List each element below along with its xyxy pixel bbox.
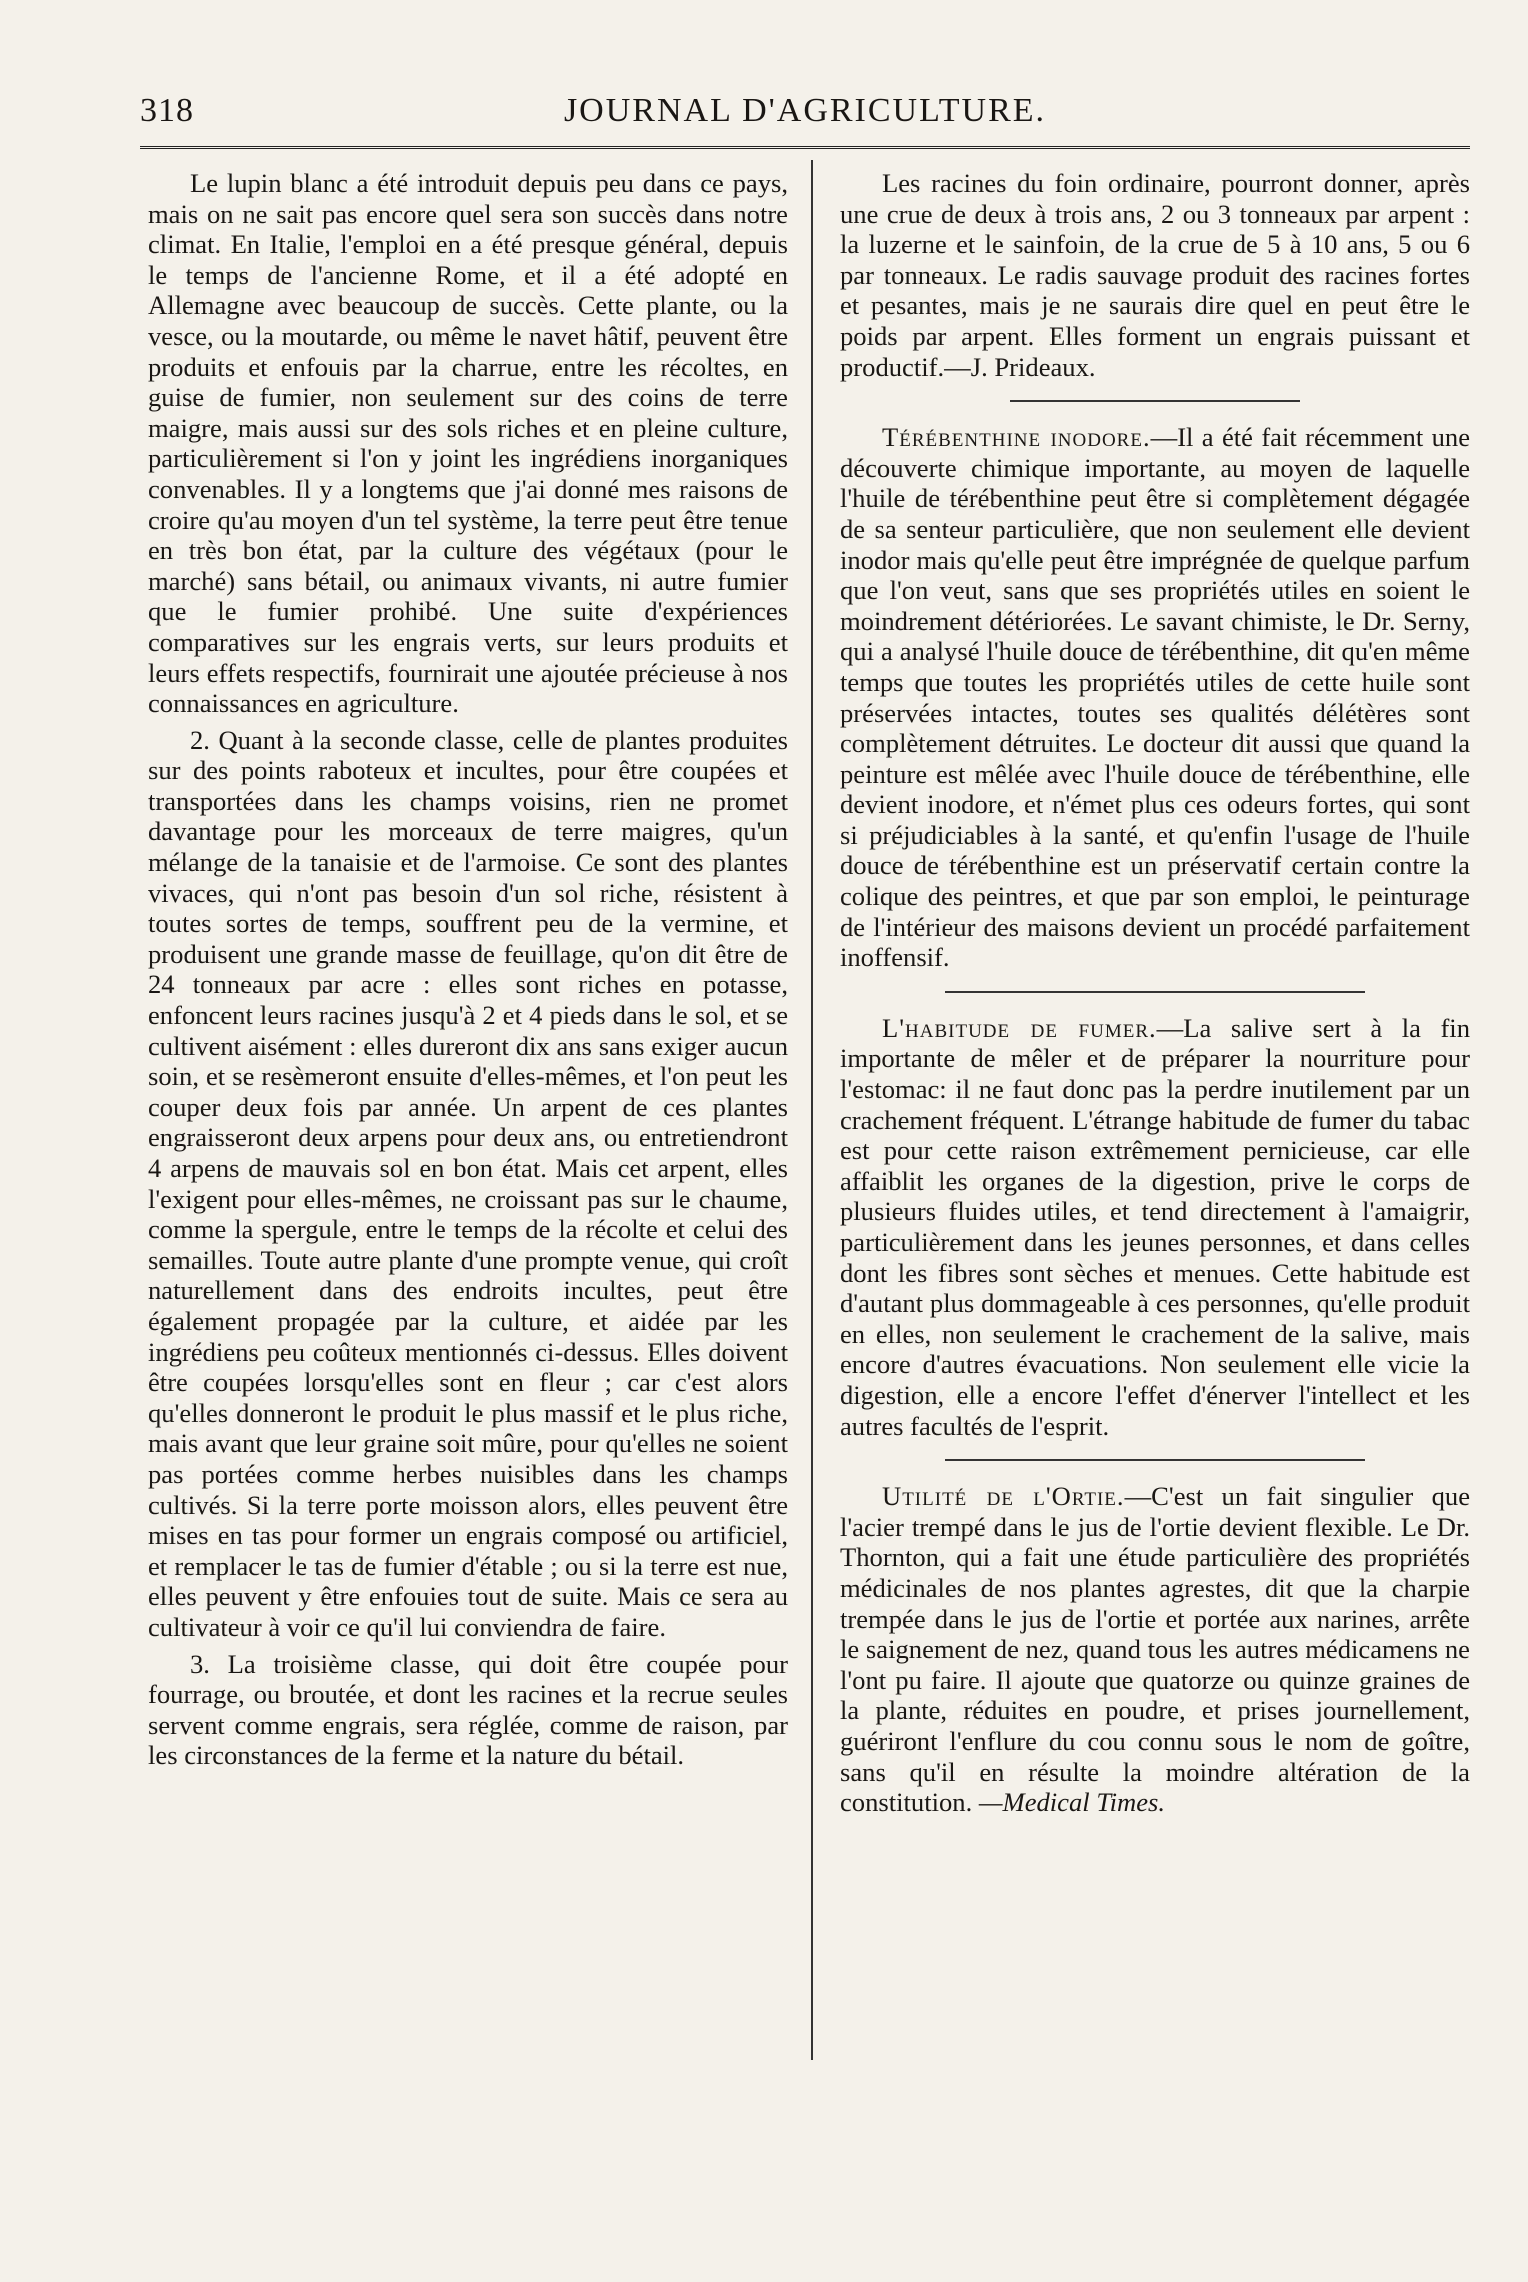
left-column <box>148 168 788 1777</box>
article-smoking <box>840 1013 1470 1441</box>
article-body-nettle: —C'est un fait singulier que l'acier trempé dans le jus de l'ortie devient flexible. Le Dr. Thornton, qui a fait une étude particulière des propriétés médicinales de nos plantes agrestes, dit que la charpie trempée dans le jus de l'ortie et portée aux narines, arrête le saignement de nez, quand tous les autres médicamens ne l'ont pu faire. Il ajoute que quatorze ou quinze graines de la plante, réduites en poudre, et prises journellement, guériront l'enflure du cou connu sous le nom de goître, sans qu'il en résulte la moindre altération de la constitution. <box>840 1481 1470 1818</box>
section-separator <box>1010 400 1300 402</box>
paragraph-third-class: 3. La troisième classe, qui doit être coupée pour fourrage, ou broutée, et dont les racines et la recrue seules servent comme engrais, sera réglée, comme de raison, par les circonstances de la ferme et la nature du bétail. <box>148 1648 788 1771</box>
paragraph-roots <box>840 168 1470 382</box>
article-turpentine <box>840 422 1470 973</box>
article-body-turpentine: —Il a été fait récemment une découverte chimique importante, au moyen de laquelle l'huile de térébenthine peut être si complètement dégagée de sa senteur particulière, que non seulement elle devient inodor mais qu'elle peut être imprégnée de quelque parfum que l'on veut, sans que ses propriétés utiles en soient le moindrement détériorées. Le savant chimiste, le Dr. Serny, qui a analysé l'huile douce de térébenthine, dit qu'en même temps que toutes les propriétés utiles de cette huile sont préservées intactes, toutes ses qualités délétères sont complètement détruites. Le docteur dit aussi que quand la peinture est mêlée avec l'huile douce de térébenthine, elle devient inodore, et n'émet plus ces odeurs fortes, qui sont si préjudiciables à la santé, et qu'enfin l'usage de l'huile douce de térébenthine est un préservatif certain contre la colique des peintres, et que par son emploi, le peinturage de l'intérieur des maisons devient un procédé parfaitement inoffensif. <box>840 422 1470 973</box>
journal-title: JOURNAL D'AGRICULTURE. <box>563 92 1047 129</box>
right-column <box>840 168 1470 1824</box>
article-nettle <box>840 1481 1470 1818</box>
article-source-nettle: —Medical Times. <box>978 1787 1166 1818</box>
page-number: 318 <box>140 92 194 129</box>
page-header <box>140 92 1470 138</box>
section-separator <box>945 991 1365 993</box>
article-body-smoking: —La salive sert à la fin importante de mêler et de préparer la nourriture pour l'estomac: il ne faut donc pas la perdre inutilement par un crachement fréquent. L'étrange habitude de fumer du tabac est pour cette raison extrêmement pernicieuse, car elle affaiblit les organes de la digestion, prive le corps de plusieurs fluides utiles, et tend directement à l'amaigrir, particulièrement dans les jeunes personnes, et dans celles dont les fibres sont sèches et menues. Cette habitude est d'autant plus dommageable à ces personnes, qu'elle produit en elles, non seulement le crachement de la salive, mais encore d'autres évacuations. Non seulement elle vicie la digestion, elle a encore l'effet d'énerver l'intellect et les autres facultés de l'esprit. <box>840 1012 1470 1441</box>
roots-text: Les racines du foin ordinaire, pourront donner, après une crue de deux à trois ans, 2 ou 3 tonneaux par arpent : la luzerne et le sainfoin, de la crue de 5 à 10 ans, 5 ou 6 par tonneaux. Le radis sauvage produit des racines fortes et pesantes, mais je ne saurais dire quel en peut être le poids par arpent. Elles forment un engrais puissant et productif.—J. Prideaux. <box>840 168 1470 382</box>
paragraph-second-class: 2. Quant à la seconde classe, celle de plantes produites sur des points raboteux et incultes, pour être coupées et transportées dans les champs voisins, rien ne promet davantage pour les morceaux de terre maigres, qu'un mélange de la tanaisie et de l'armoise. Ce sont des plantes vivaces, qui n'ont pas besoin d'un sol riche, résistent à toutes sortes de temps, souffrent peu de la vermine, et produisent une grande masse de feuillage, qu'on dit être de 24 tonneaux par acre : elles sont riches en potasse, enfoncent leurs racines jusqu'à 2 et 4 pieds dans le sol, et se cultivent aisément : elles dureront dix ans sans exiger aucun soin, et se resèmeront ensuite d'elles-mêmes, et l'on peut les couper deux fois par année. Un arpent de ces plantes engraisseront deux arpens pour deux ans, ou entretiendront 4 arpens de mauvais sol en bon état. Mais cet arpent, elles l'exigent pour elles-mêmes, ne croissant pas sur le chaume, comme la spergule, entre le temps de la récolte et celui des semailles. Toute autre plante d'une prompte venue, qui croît naturellement dans des endroits incultes, peut être également propagée par la culture, et aidée par les ingrédiens peu coûteux mentionnés ci-dessus. Elles doivent être coupées lorsqu'elles sont en fleur ; car c'est alors qu'elles donneront le produit le plus massif et le plus riche, mais avant que leur graine soit mûre, pour qu'elles ne soient pas portées comme herbes nuisibles dans les champs cultivés. Si la terre porte moisson alors, elles peuvent être mises en tas pour former un engrais composé ou artificiel, et remplacer le tas de fumier d'étable ; ou si la terre est nue, elles peuvent y être enfouies tout de suite. Mais ce sera au cultivateur à voir ce qu'il lui conviendra de faire. <box>148 724 788 1642</box>
article-title-smoking: L'habitude de fumer. <box>882 1012 1157 1043</box>
paragraph-lupin: Le lupin blanc a été introduit depuis peu dans ce pays, mais on ne sait pas encore quel sera son succès dans notre climat. En Italie, l'emploi en a été presque général, depuis le temps de l'ancienne Rome, et il a été adopté en Allemagne avec beaucoup de succès. Cette plante, ou la vesce, ou la moutarde, ou même le navet hâtif, peuvent être produits et enfouis par la charrue, entre les récoltes, en guise de fumier, non seulement sur des coins de terre maigre, mais aussi sur des sols riches et en pleine culture, particulièrement si l'on y joint les ingrédiens inorganiques convenables. Il y a longtems que j'ai donné mes raisons de croire qu'au moyen d'un tel système, la terre peut être tenue en très bon état, par la culture des végétaux (pour le marché) sans bétail, ou animaux vivants, ni autre fumier que le fumier prohibé. Une suite d'expériences comparatives sur les engrais verts, sur leurs produits et leurs effets respectifs, fournirait une ajoutée précieuse à nos connaissances en agriculture. <box>148 168 788 719</box>
header-rule <box>140 146 1470 149</box>
article-title-turpentine: Térébenthine inodore. <box>882 422 1151 453</box>
section-separator <box>945 1459 1365 1461</box>
column-divider <box>811 160 813 2060</box>
article-title-nettle: Utilité de l'Ortie. <box>882 1481 1125 1512</box>
